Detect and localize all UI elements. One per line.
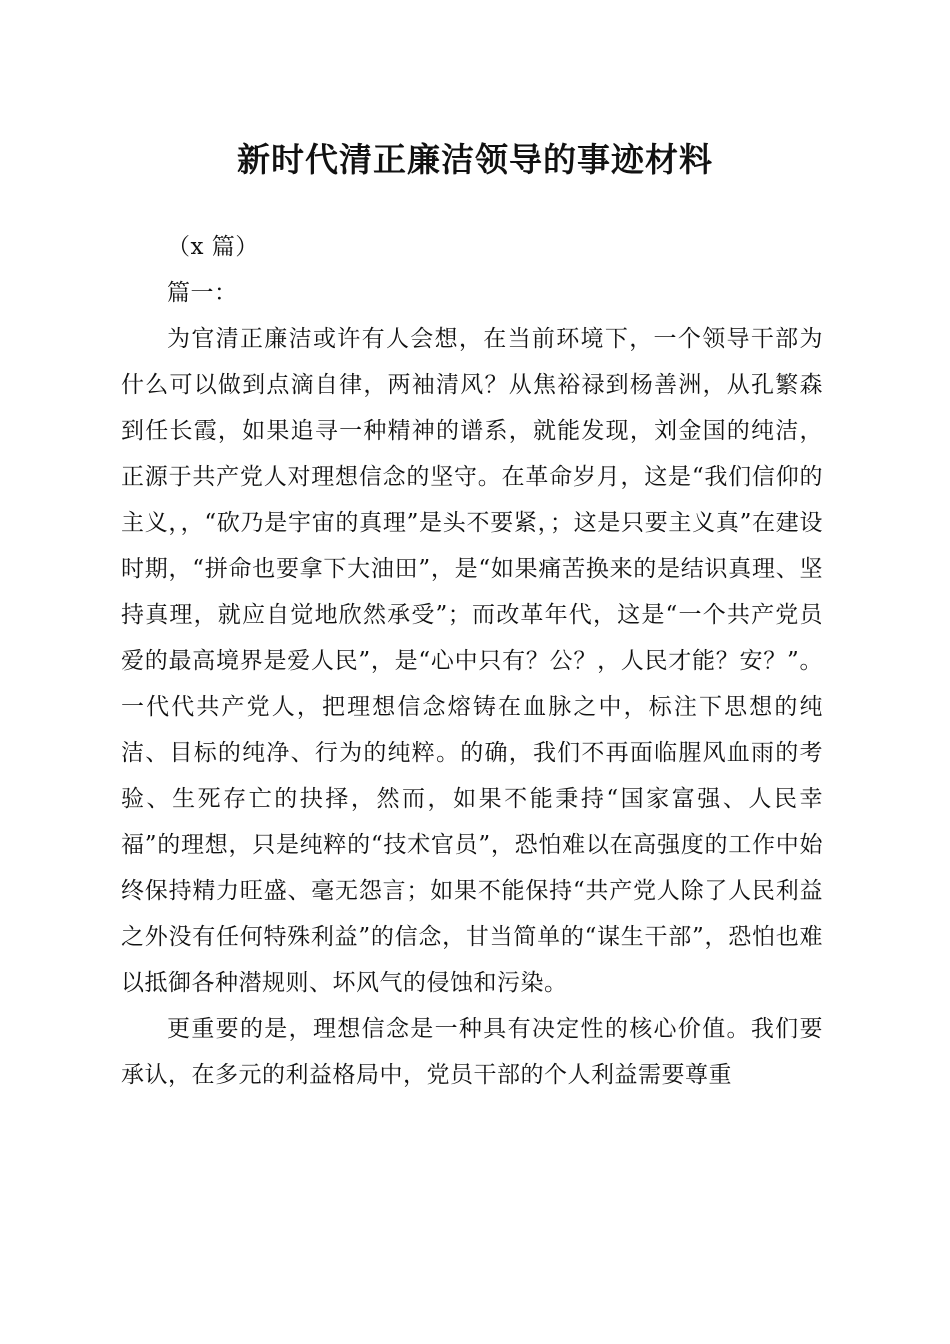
body-paragraph: 更重要的是，理想信念是一种具有决定性的核心价值。我们要承认，在多元的利益格局中，党员干部的个人利益需要尊重 bbox=[121, 1016, 823, 1088]
document-body bbox=[121, 224, 823, 1098]
document-title: 新时代清正廉洁领导的事迹材料 bbox=[237, 140, 713, 179]
document-subtitle: （x 篇） bbox=[167, 234, 259, 260]
body-paragraph: 为官清正廉洁或许有人会想，在当前环境下，一个领导干部为什么可以做到点滴自律，两袖清风？从焦裕禄到杨善洲，从孔繁森到任长霞，如果追寻一种精神的谱系，就能发现，刘金国的纯洁，正源于共产党人对理想信念的坚守。在革命岁月，这是“我们信仰的主义，，“砍乃是宇宙的真理”是头不要紧，；这是只要主义真”在建设时期，“拼命也要拿下大油田”，是“如果痛苦换来的是结识真理、坚持真理，就应自觉地欣然承受”；而改革年代，这是“一个共产党员爱的最高境界是爱人民”，是“心中只有？公？，人民才能？安？”。一代代共产党人，把理想信念熔铸在血脉之中，标注下思想的纯洁、目标的纯净、行为的纯粹。的确，我们不再面临腥风血雨的考验、生死存亡的抉择，然而，如果不能秉持“国家富强、人民幸福”的理想，只是纯粹的“技术官员”，恐怕难以在高强度的工作中始终保持精力旺盛、毫无怨言；如果不能保持“共产党人除了人民利益之外没有任何特殊利益”的信念，甘当简单的“谋生干部”，恐怕也难以抵御各种潜规则、坏风气的侵蚀和污染。 bbox=[121, 326, 823, 996]
section-label: 篇一： bbox=[167, 280, 238, 306]
